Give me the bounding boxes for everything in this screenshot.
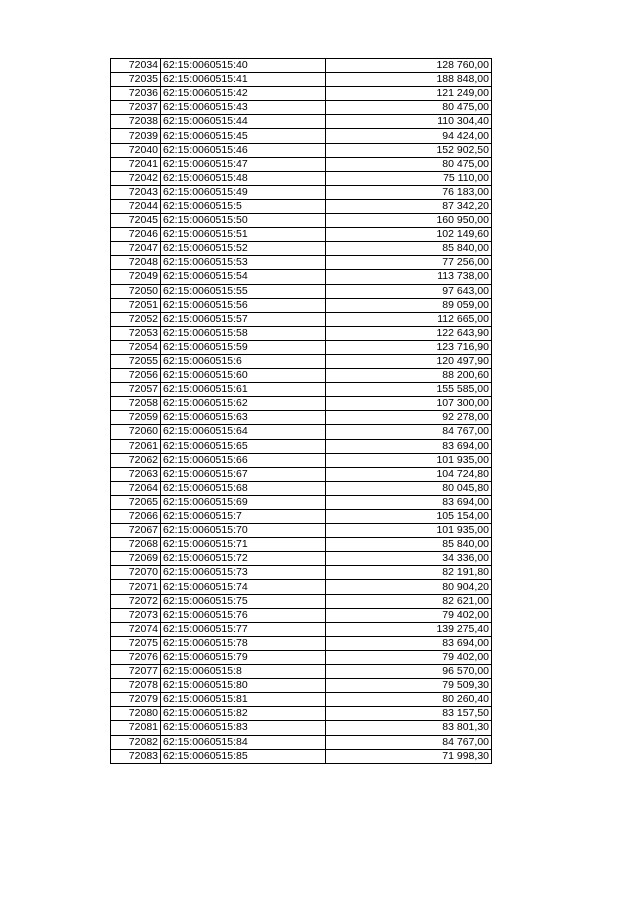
table-row [111, 636, 492, 650]
value-cell: 113 738,00 [326, 270, 492, 284]
value-cell: 139 275,40 [326, 622, 492, 636]
table-row [111, 284, 492, 298]
cadastral-number-cell: 62:15:0060515:79 [161, 650, 326, 664]
table-row [111, 481, 492, 495]
value-cell: 71 998,30 [326, 749, 492, 763]
cadastral-number-cell: 62:15:0060515:6 [161, 354, 326, 368]
value-cell: 88 200,60 [326, 369, 492, 383]
cadastral-number-cell: 62:15:0060515:75 [161, 594, 326, 608]
row-number-cell: 72060 [111, 425, 161, 439]
row-number-cell: 72051 [111, 298, 161, 312]
value-cell: 97 643,00 [326, 284, 492, 298]
cadastral-number-cell: 62:15:0060515:67 [161, 467, 326, 481]
table-row [111, 510, 492, 524]
row-number-cell: 72063 [111, 467, 161, 481]
cadastral-number-cell: 62:15:0060515:70 [161, 524, 326, 538]
row-number-cell: 72045 [111, 214, 161, 228]
row-number-cell: 72062 [111, 453, 161, 467]
value-cell: 34 336,00 [326, 552, 492, 566]
row-number-cell: 72044 [111, 199, 161, 213]
row-number-cell: 72078 [111, 679, 161, 693]
row-number-cell: 72061 [111, 439, 161, 453]
row-number-cell: 72081 [111, 721, 161, 735]
cadastral-number-cell: 62:15:0060515:45 [161, 129, 326, 143]
value-cell: 105 154,00 [326, 510, 492, 524]
cadastral-number-cell: 62:15:0060515:62 [161, 397, 326, 411]
table-row [111, 242, 492, 256]
table-row [111, 594, 492, 608]
table-row [111, 749, 492, 763]
table-row [111, 214, 492, 228]
row-number-cell: 72037 [111, 101, 161, 115]
cadastral-number-cell: 62:15:0060515:8 [161, 665, 326, 679]
table-row [111, 340, 492, 354]
table-row [111, 59, 492, 73]
row-number-cell: 72035 [111, 73, 161, 87]
cadastral-number-cell: 62:15:0060515:51 [161, 228, 326, 242]
value-cell: 79 509,30 [326, 679, 492, 693]
row-number-cell: 72042 [111, 171, 161, 185]
value-cell: 82 191,80 [326, 566, 492, 580]
value-cell: 110 304,40 [326, 115, 492, 129]
table-row [111, 495, 492, 509]
value-cell: 102 149,60 [326, 228, 492, 242]
row-number-cell: 72080 [111, 707, 161, 721]
table-row [111, 87, 492, 101]
table-row [111, 369, 492, 383]
cadastral-number-cell: 62:15:0060515:53 [161, 256, 326, 270]
row-number-cell: 72077 [111, 665, 161, 679]
row-number-cell: 72083 [111, 749, 161, 763]
cadastral-number-cell: 62:15:0060515:61 [161, 383, 326, 397]
table-row [111, 707, 492, 721]
cadastral-number-cell: 62:15:0060515:84 [161, 735, 326, 749]
row-number-cell: 72075 [111, 636, 161, 650]
table-row [111, 608, 492, 622]
cadastral-number-cell: 62:15:0060515:76 [161, 608, 326, 622]
table-row [111, 354, 492, 368]
table-row [111, 735, 492, 749]
row-number-cell: 72071 [111, 580, 161, 594]
cadastral-number-cell: 62:15:0060515:50 [161, 214, 326, 228]
table-row [111, 693, 492, 707]
row-number-cell: 72076 [111, 650, 161, 664]
value-cell: 89 059,00 [326, 298, 492, 312]
value-cell: 83 694,00 [326, 495, 492, 509]
row-number-cell: 72079 [111, 693, 161, 707]
cadastral-number-cell: 62:15:0060515:57 [161, 312, 326, 326]
table-row [111, 115, 492, 129]
cadastral-number-cell: 62:15:0060515:85 [161, 749, 326, 763]
value-cell: 80 045,80 [326, 481, 492, 495]
cadastral-number-cell: 62:15:0060515:64 [161, 425, 326, 439]
row-number-cell: 72073 [111, 608, 161, 622]
row-number-cell: 72046 [111, 228, 161, 242]
value-cell: 87 342,20 [326, 199, 492, 213]
row-number-cell: 72047 [111, 242, 161, 256]
value-cell: 160 950,00 [326, 214, 492, 228]
table-row [111, 679, 492, 693]
row-number-cell: 72069 [111, 552, 161, 566]
cadastral-number-cell: 62:15:0060515:63 [161, 411, 326, 425]
table-row [111, 298, 492, 312]
table-row [111, 228, 492, 242]
table-row [111, 73, 492, 87]
table-row [111, 157, 492, 171]
value-cell: 92 278,00 [326, 411, 492, 425]
value-cell: 85 840,00 [326, 538, 492, 552]
value-cell: 83 157,50 [326, 707, 492, 721]
value-cell: 84 767,00 [326, 735, 492, 749]
value-cell: 80 475,00 [326, 157, 492, 171]
cadastral-number-cell: 62:15:0060515:59 [161, 340, 326, 354]
row-number-cell: 72058 [111, 397, 161, 411]
table-row [111, 467, 492, 481]
value-cell: 83 694,00 [326, 439, 492, 453]
cadastral-number-cell: 62:15:0060515:73 [161, 566, 326, 580]
value-cell: 80 904,20 [326, 580, 492, 594]
cadastral-number-cell: 62:15:0060515:69 [161, 495, 326, 509]
cadastral-number-cell: 62:15:0060515:55 [161, 284, 326, 298]
value-cell: 79 402,00 [326, 650, 492, 664]
table-row [111, 129, 492, 143]
value-cell: 75 110,00 [326, 171, 492, 185]
cadastral-number-cell: 62:15:0060515:5 [161, 199, 326, 213]
cadastral-number-cell: 62:15:0060515:43 [161, 101, 326, 115]
table-row [111, 312, 492, 326]
table-row [111, 411, 492, 425]
table-row [111, 256, 492, 270]
row-number-cell: 72070 [111, 566, 161, 580]
table-row [111, 524, 492, 538]
row-number-cell: 72052 [111, 312, 161, 326]
value-cell: 123 716,90 [326, 340, 492, 354]
row-number-cell: 72048 [111, 256, 161, 270]
value-cell: 120 497,90 [326, 354, 492, 368]
cadastral-number-cell: 62:15:0060515:82 [161, 707, 326, 721]
table-row [111, 143, 492, 157]
table-row [111, 665, 492, 679]
cadastral-number-cell: 62:15:0060515:78 [161, 636, 326, 650]
value-cell: 96 570,00 [326, 665, 492, 679]
cadastral-number-cell: 62:15:0060515:41 [161, 73, 326, 87]
row-number-cell: 72041 [111, 157, 161, 171]
cadastral-number-cell: 62:15:0060515:49 [161, 185, 326, 199]
cadastral-number-cell: 62:15:0060515:54 [161, 270, 326, 284]
table-row [111, 453, 492, 467]
cadastral-number-cell: 62:15:0060515:47 [161, 157, 326, 171]
row-number-cell: 72043 [111, 185, 161, 199]
table-row [111, 425, 492, 439]
row-number-cell: 72054 [111, 340, 161, 354]
table-row [111, 185, 492, 199]
row-number-cell: 72072 [111, 594, 161, 608]
value-cell: 83 694,00 [326, 636, 492, 650]
value-cell: 121 249,00 [326, 87, 492, 101]
row-number-cell: 72038 [111, 115, 161, 129]
cadastral-number-cell: 62:15:0060515:60 [161, 369, 326, 383]
cadastral-number-cell: 62:15:0060515:46 [161, 143, 326, 157]
value-cell: 128 760,00 [326, 59, 492, 73]
row-number-cell: 72065 [111, 495, 161, 509]
value-cell: 82 621,00 [326, 594, 492, 608]
row-number-cell: 72074 [111, 622, 161, 636]
table-row [111, 326, 492, 340]
row-number-cell: 72068 [111, 538, 161, 552]
cadastral-number-cell: 62:15:0060515:65 [161, 439, 326, 453]
value-cell: 77 256,00 [326, 256, 492, 270]
table-row [111, 199, 492, 213]
row-number-cell: 72056 [111, 369, 161, 383]
value-cell: 152 902,50 [326, 143, 492, 157]
table-row [111, 552, 492, 566]
cadastral-number-cell: 62:15:0060515:56 [161, 298, 326, 312]
cadastral-number-cell: 62:15:0060515:72 [161, 552, 326, 566]
table-row [111, 566, 492, 580]
table-row [111, 383, 492, 397]
row-number-cell: 72040 [111, 143, 161, 157]
value-cell: 188 848,00 [326, 73, 492, 87]
row-number-cell: 72050 [111, 284, 161, 298]
cadastral-value-table [110, 58, 492, 764]
table-row [111, 101, 492, 115]
value-cell: 80 475,00 [326, 101, 492, 115]
row-number-cell: 72057 [111, 383, 161, 397]
row-number-cell: 72036 [111, 87, 161, 101]
cadastral-number-cell: 62:15:0060515:80 [161, 679, 326, 693]
cadastral-number-cell: 62:15:0060515:44 [161, 115, 326, 129]
row-number-cell: 72053 [111, 326, 161, 340]
row-number-cell: 72039 [111, 129, 161, 143]
table-row [111, 622, 492, 636]
row-number-cell: 72067 [111, 524, 161, 538]
cadastral-number-cell: 62:15:0060515:7 [161, 510, 326, 524]
table-row [111, 270, 492, 284]
cadastral-number-cell: 62:15:0060515:52 [161, 242, 326, 256]
value-cell: 104 724,80 [326, 467, 492, 481]
row-number-cell: 72055 [111, 354, 161, 368]
value-cell: 94 424,00 [326, 129, 492, 143]
row-number-cell: 72049 [111, 270, 161, 284]
value-cell: 83 801,30 [326, 721, 492, 735]
value-cell: 112 665,00 [326, 312, 492, 326]
value-cell: 79 402,00 [326, 608, 492, 622]
value-cell: 101 935,00 [326, 453, 492, 467]
cadastral-number-cell: 62:15:0060515:77 [161, 622, 326, 636]
value-cell: 155 585,00 [326, 383, 492, 397]
table-row [111, 650, 492, 664]
cadastral-number-cell: 62:15:0060515:58 [161, 326, 326, 340]
cadastral-number-cell: 62:15:0060515:71 [161, 538, 326, 552]
value-cell: 80 260,40 [326, 693, 492, 707]
cadastral-number-cell: 62:15:0060515:74 [161, 580, 326, 594]
cadastral-number-cell: 62:15:0060515:83 [161, 721, 326, 735]
value-cell: 76 183,00 [326, 185, 492, 199]
table-body [111, 59, 492, 764]
row-number-cell: 72034 [111, 59, 161, 73]
row-number-cell: 72082 [111, 735, 161, 749]
cadastral-number-cell: 62:15:0060515:66 [161, 453, 326, 467]
table-row [111, 439, 492, 453]
row-number-cell: 72064 [111, 481, 161, 495]
value-cell: 122 643,90 [326, 326, 492, 340]
row-number-cell: 72059 [111, 411, 161, 425]
table-row [111, 538, 492, 552]
cadastral-number-cell: 62:15:0060515:42 [161, 87, 326, 101]
cadastral-number-cell: 62:15:0060515:68 [161, 481, 326, 495]
cadastral-number-cell: 62:15:0060515:48 [161, 171, 326, 185]
cadastral-number-cell: 62:15:0060515:40 [161, 59, 326, 73]
table-row [111, 721, 492, 735]
cadastral-number-cell: 62:15:0060515:81 [161, 693, 326, 707]
value-cell: 85 840,00 [326, 242, 492, 256]
value-cell: 84 767,00 [326, 425, 492, 439]
table-row [111, 397, 492, 411]
row-number-cell: 72066 [111, 510, 161, 524]
value-cell: 107 300,00 [326, 397, 492, 411]
table-row [111, 580, 492, 594]
table-row [111, 171, 492, 185]
value-cell: 101 935,00 [326, 524, 492, 538]
